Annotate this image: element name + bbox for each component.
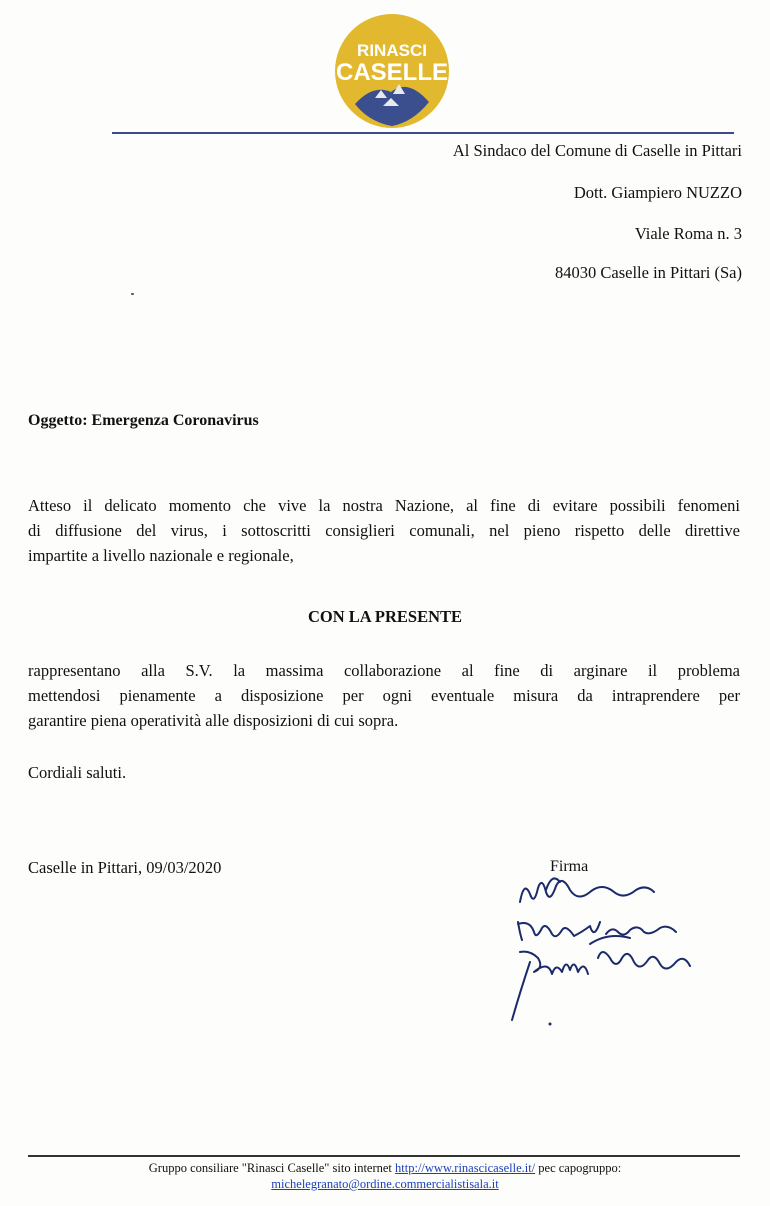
stray-mark xyxy=(131,293,134,295)
paragraph-1-line-2: di diffusione del virus, i sottoscritti consiglieri comunali, nel pieno rispetto delle direttive xyxy=(28,521,740,540)
footer-divider xyxy=(28,1155,740,1157)
footer-middle: pec capogruppo: xyxy=(535,1161,622,1175)
footer xyxy=(0,1160,770,1192)
footer-prefix: Gruppo consiliare "Rinasci Caselle" sito internet xyxy=(148,1161,396,1175)
recipient-line-2: Dott. Giampiero NUZZO xyxy=(573,183,742,202)
signature-1 xyxy=(520,881,654,902)
signature-dot xyxy=(549,1023,552,1026)
paragraph-2 xyxy=(28,658,740,733)
signature-3 xyxy=(512,952,690,1020)
paragraph-2-line-1: rappresentano alla S.V. la massima collaborazione al fine di arginare il problema xyxy=(28,661,740,680)
paragraph-1 xyxy=(28,493,740,568)
paragraph-1-line-3: impartite a livello nazionale e regionale, xyxy=(28,546,294,565)
place-and-date: Caselle in Pittari, 09/03/2020 xyxy=(28,858,222,877)
signature-label: Firma xyxy=(550,858,589,875)
footer-email-link[interactable]: michelegranato@ordine.commercialistisala.it xyxy=(271,1177,499,1191)
logo-text-line2: CASELLE xyxy=(335,59,449,86)
party-logo xyxy=(333,12,451,130)
footer-line-2 xyxy=(0,1176,770,1192)
recipient-line-4: 84030 Caselle in Pittari (Sa) xyxy=(555,263,742,282)
logo-emblem xyxy=(333,12,451,130)
signature-3-flourish xyxy=(590,936,630,944)
handwritten-signatures xyxy=(490,862,705,1032)
paragraph-2-line-2: mettendosi pienamente a disposizione per ogni eventuale misura da intraprendere per xyxy=(28,686,740,705)
footer-line-1 xyxy=(0,1160,770,1176)
logo-text-line1: RINASCI xyxy=(357,41,427,60)
signature-2 xyxy=(518,922,676,940)
recipient-line-3: Viale Roma n. 3 xyxy=(634,224,742,243)
section-heading: CON LA PRESENTE xyxy=(307,607,463,626)
footer-website-link[interactable]: http://www.rinascicaselle.it/ xyxy=(395,1161,536,1175)
paragraph-2-line-3: garantire piena operatività alle disposizioni di cui sopra. xyxy=(28,711,399,730)
subject-line: Oggetto: Emergenza Coronavirus xyxy=(28,412,259,429)
header-divider xyxy=(112,132,734,134)
paragraph-1-line-1: Atteso il delicato momento che vive la nostra Nazione, al fine di evitare possibili fenomeni xyxy=(28,496,740,515)
recipient-line-1: Al Sindaco del Comune di Caselle in Pittari xyxy=(452,141,742,160)
closing-salutation: Cordiali saluti. xyxy=(28,763,127,782)
